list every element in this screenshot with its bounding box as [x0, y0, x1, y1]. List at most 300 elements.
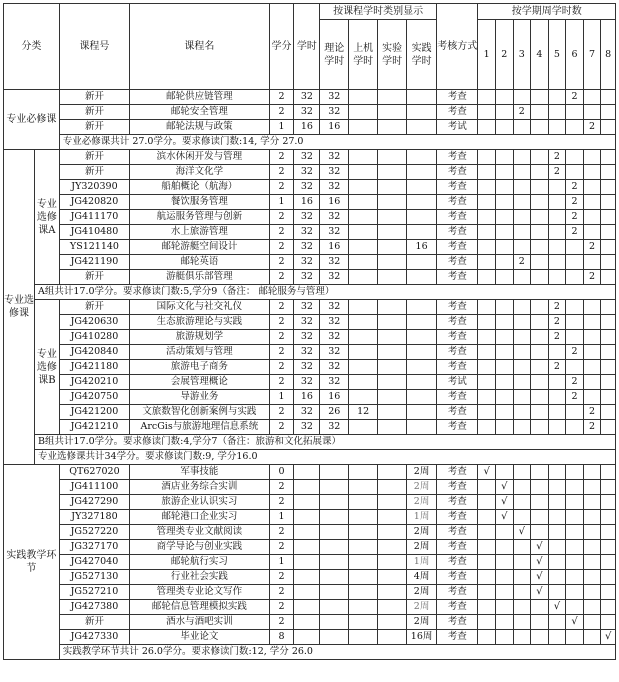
course-experiment	[378, 255, 407, 270]
course-practice: 1周	[407, 555, 437, 570]
semester-3-cell	[513, 585, 531, 600]
semester-1-cell	[478, 300, 496, 315]
semester-3-cell: 2	[513, 255, 531, 270]
header-semester-1: 1	[478, 20, 496, 90]
course-credit: 1	[269, 555, 294, 570]
semester-3-cell	[513, 210, 531, 225]
course-theory: 32	[320, 330, 349, 345]
section-label: 实践教学环节	[4, 465, 60, 660]
course-credit: 2	[269, 540, 294, 555]
semester-7-cell: 2	[583, 405, 601, 420]
course-computer	[349, 165, 378, 180]
semester-7-cell	[583, 165, 601, 180]
course-credit: 1	[269, 195, 294, 210]
semester-4-cell	[531, 510, 549, 525]
course-experiment	[378, 300, 407, 315]
semester-2-cell	[495, 270, 513, 285]
table-row	[4, 630, 616, 645]
semester-1-cell	[478, 315, 496, 330]
table-row	[4, 90, 616, 105]
semester-4-cell	[531, 420, 549, 435]
semester-2-cell	[495, 585, 513, 600]
course-practice: 2周	[407, 495, 437, 510]
semester-6-cell	[566, 600, 584, 615]
course-computer	[349, 150, 378, 165]
course-exam: 考查	[437, 600, 478, 615]
course-theory: 32	[320, 105, 349, 120]
semester-7-cell	[583, 255, 601, 270]
semester-8-cell	[601, 570, 616, 585]
course-practice	[407, 180, 437, 195]
course-hours: 32	[294, 345, 320, 360]
semester-7-cell	[583, 315, 601, 330]
course-theory: 16	[320, 195, 349, 210]
course-name: 餐饮服务管理	[130, 195, 270, 210]
semester-2-cell	[495, 555, 513, 570]
course-practice	[407, 195, 437, 210]
course-theory	[320, 525, 349, 540]
course-computer	[349, 555, 378, 570]
header-weekly-hours: 按学期周学时数	[478, 4, 616, 20]
semester-7-cell: 2	[583, 120, 601, 135]
semester-4-cell	[531, 195, 549, 210]
semester-6-cell	[566, 630, 584, 645]
course-code: 新开	[59, 105, 129, 120]
table-row	[4, 120, 616, 135]
course-hours: 16	[294, 195, 320, 210]
semester-8-cell	[601, 375, 616, 390]
semester-8-cell	[601, 525, 616, 540]
semester-3-cell: 2	[513, 105, 531, 120]
course-exam: 考查	[437, 240, 478, 255]
semester-1-cell	[478, 270, 496, 285]
course-computer	[349, 420, 378, 435]
summary-row	[4, 135, 616, 150]
semester-1-cell	[478, 615, 496, 630]
course-name: 滨水休闲开发与管理	[130, 150, 270, 165]
semester-6-cell	[566, 420, 584, 435]
table-row	[4, 615, 616, 630]
semester-2-cell	[495, 525, 513, 540]
section-summary: 实践教学环节共计 26.0学分。要求修读门数:12, 学分 26.0	[59, 645, 615, 660]
course-computer	[349, 105, 378, 120]
semester-2-cell	[495, 210, 513, 225]
course-code: 新开	[59, 90, 129, 105]
semester-6-cell: 2	[566, 225, 584, 240]
group-label: 专业选修课B	[35, 300, 60, 435]
course-exam: 考查	[437, 495, 478, 510]
course-name: 酒水与酒吧实训	[130, 615, 270, 630]
course-computer	[349, 585, 378, 600]
course-exam: 考查	[437, 90, 478, 105]
semester-2-cell	[495, 300, 513, 315]
semester-4-cell	[531, 105, 549, 120]
semester-4-cell	[531, 330, 549, 345]
course-practice	[407, 120, 437, 135]
course-computer	[349, 630, 378, 645]
semester-1-cell	[478, 225, 496, 240]
semester-4-cell	[531, 495, 549, 510]
course-hours: 32	[294, 225, 320, 240]
semester-4-cell	[531, 465, 549, 480]
course-theory: 26	[320, 405, 349, 420]
course-theory: 32	[320, 315, 349, 330]
course-code: JY320390	[59, 180, 129, 195]
table-row	[4, 225, 616, 240]
table-row	[4, 240, 616, 255]
course-hours	[294, 570, 320, 585]
course-hours	[294, 525, 320, 540]
table-row	[4, 525, 616, 540]
course-theory: 16	[320, 240, 349, 255]
course-experiment	[378, 210, 407, 225]
course-name: 海洋文化学	[130, 165, 270, 180]
semester-6-cell	[566, 540, 584, 555]
course-hours: 32	[294, 240, 320, 255]
semester-5-cell	[548, 570, 566, 585]
course-credit: 2	[269, 90, 294, 105]
semester-4-cell	[531, 300, 549, 315]
semester-3-cell	[513, 180, 531, 195]
course-exam: 考查	[437, 630, 478, 645]
course-hours: 32	[294, 165, 320, 180]
header-theory: 理论学时	[320, 20, 349, 90]
course-hours	[294, 555, 320, 570]
table-row	[4, 105, 616, 120]
course-hours	[294, 600, 320, 615]
table-row	[4, 585, 616, 600]
course-code: JG421190	[59, 255, 129, 270]
course-name: 商学导论与创业实践	[130, 540, 270, 555]
course-credit: 2	[269, 360, 294, 375]
course-exam: 考查	[437, 330, 478, 345]
semester-6-cell	[566, 510, 584, 525]
semester-2-cell	[495, 360, 513, 375]
section-summary: 专业选修课共计34学分。要求修读门数:9, 学分16.0	[35, 450, 616, 465]
course-practice	[407, 360, 437, 375]
course-credit: 2	[269, 570, 294, 585]
semester-5-cell: 2	[548, 300, 566, 315]
course-hours: 32	[294, 180, 320, 195]
header-experiment: 实验学时	[378, 20, 407, 90]
course-practice	[407, 300, 437, 315]
course-hours: 32	[294, 420, 320, 435]
semester-5-cell	[548, 120, 566, 135]
semester-8-cell	[601, 555, 616, 570]
semester-3-cell	[513, 495, 531, 510]
course-hours	[294, 510, 320, 525]
semester-1-cell	[478, 150, 496, 165]
course-exam: 考查	[437, 465, 478, 480]
semester-7-cell	[583, 375, 601, 390]
semester-1-cell	[478, 525, 496, 540]
semester-4-cell	[531, 360, 549, 375]
semester-3-cell	[513, 540, 531, 555]
table-row	[4, 165, 616, 180]
semester-6-cell	[566, 570, 584, 585]
course-exam: 考查	[437, 195, 478, 210]
semester-7-cell	[583, 390, 601, 405]
semester-8-cell	[601, 390, 616, 405]
course-computer	[349, 600, 378, 615]
semester-1-cell	[478, 630, 496, 645]
course-hours: 16	[294, 390, 320, 405]
semester-3-cell	[513, 615, 531, 630]
course-experiment	[378, 405, 407, 420]
course-name: 邮轮航行实习	[130, 555, 270, 570]
semester-8-cell	[601, 585, 616, 600]
semester-8-cell	[601, 405, 616, 420]
course-code: JG427290	[59, 495, 129, 510]
semester-8-cell	[601, 510, 616, 525]
semester-8-cell	[601, 465, 616, 480]
course-hours: 32	[294, 210, 320, 225]
course-name: 会展管理概论	[130, 375, 270, 390]
semester-5-cell: 2	[548, 150, 566, 165]
course-exam: 考查	[437, 510, 478, 525]
semester-8-cell	[601, 270, 616, 285]
semester-1-cell	[478, 510, 496, 525]
semester-3-cell	[513, 555, 531, 570]
header-exam-method: 考核方式	[437, 4, 478, 90]
course-exam: 考查	[437, 540, 478, 555]
course-practice	[407, 390, 437, 405]
semester-3-cell	[513, 510, 531, 525]
course-credit: 0	[269, 465, 294, 480]
course-code: 新开	[59, 165, 129, 180]
course-name: 军事技能	[130, 465, 270, 480]
semester-2-cell	[495, 465, 513, 480]
semester-1-cell	[478, 180, 496, 195]
course-practice	[407, 210, 437, 225]
semester-1-cell	[478, 585, 496, 600]
semester-2-cell	[495, 120, 513, 135]
course-code: JG410480	[59, 225, 129, 240]
course-computer	[349, 255, 378, 270]
course-theory: 32	[320, 255, 349, 270]
semester-8-cell	[601, 330, 616, 345]
semester-7-cell	[583, 525, 601, 540]
course-theory: 32	[320, 150, 349, 165]
course-code: 新开	[59, 150, 129, 165]
semester-3-cell	[513, 120, 531, 135]
semester-7-cell	[583, 600, 601, 615]
course-practice	[407, 345, 437, 360]
course-computer: 12	[349, 405, 378, 420]
course-computer	[349, 480, 378, 495]
semester-2-cell	[495, 240, 513, 255]
semester-7-cell	[583, 150, 601, 165]
course-theory: 32	[320, 210, 349, 225]
semester-5-cell	[548, 630, 566, 645]
course-code: JG527210	[59, 585, 129, 600]
table-row	[4, 480, 616, 495]
course-experiment	[378, 585, 407, 600]
course-credit: 2	[269, 495, 294, 510]
semester-6-cell	[566, 150, 584, 165]
semester-5-cell	[548, 405, 566, 420]
course-name: 旅游规划学	[130, 330, 270, 345]
semester-8-cell	[601, 600, 616, 615]
course-code: 新开	[59, 120, 129, 135]
semester-6-cell: 2	[566, 210, 584, 225]
course-code: 新开	[59, 270, 129, 285]
course-exam: 考查	[437, 225, 478, 240]
header-category: 分类	[4, 4, 60, 90]
semester-7-cell	[583, 345, 601, 360]
course-exam: 考查	[437, 420, 478, 435]
course-code: JG527130	[59, 570, 129, 585]
summary-row	[4, 285, 616, 300]
course-experiment	[378, 315, 407, 330]
table-row	[4, 570, 616, 585]
semester-2-cell	[495, 345, 513, 360]
course-code: JG420210	[59, 375, 129, 390]
semester-4-cell	[531, 240, 549, 255]
course-exam: 考查	[437, 570, 478, 585]
semester-4-cell	[531, 525, 549, 540]
course-name: 邮轮供应链管理	[130, 90, 270, 105]
course-name: 管理类专业文献阅读	[130, 525, 270, 540]
semester-5-cell	[548, 90, 566, 105]
semester-7-cell	[583, 105, 601, 120]
course-code: JG427330	[59, 630, 129, 645]
course-hours	[294, 465, 320, 480]
course-name: 国际文化与社交礼仪	[130, 300, 270, 315]
course-code: JY327180	[59, 510, 129, 525]
course-name: 文旅数智化创新案例与实践	[130, 405, 270, 420]
semester-1-cell	[478, 165, 496, 180]
semester-2-cell	[495, 180, 513, 195]
course-exam: 考试	[437, 120, 478, 135]
course-theory: 32	[320, 90, 349, 105]
course-practice	[407, 165, 437, 180]
course-exam: 考查	[437, 390, 478, 405]
course-name: 航运服务管理与创新	[130, 210, 270, 225]
course-credit: 2	[269, 225, 294, 240]
table-row	[4, 255, 616, 270]
semester-4-cell	[531, 255, 549, 270]
semester-4-cell: √	[531, 570, 549, 585]
semester-4-cell	[531, 180, 549, 195]
course-hours: 16	[294, 120, 320, 135]
course-credit: 2	[269, 600, 294, 615]
semester-5-cell	[548, 195, 566, 210]
table-row	[4, 540, 616, 555]
course-theory: 32	[320, 180, 349, 195]
course-exam: 考查	[437, 345, 478, 360]
semester-6-cell	[566, 495, 584, 510]
course-experiment	[378, 330, 407, 345]
semester-6-cell	[566, 555, 584, 570]
course-hours	[294, 480, 320, 495]
semester-5-cell	[548, 480, 566, 495]
course-theory: 32	[320, 360, 349, 375]
course-hours	[294, 495, 320, 510]
course-exam: 考查	[437, 180, 478, 195]
course-exam: 考查	[437, 255, 478, 270]
semester-3-cell	[513, 90, 531, 105]
semester-2-cell	[495, 330, 513, 345]
course-name: 邮轮安全管理	[130, 105, 270, 120]
header-computer: 上机学时	[349, 20, 378, 90]
course-credit: 2	[269, 270, 294, 285]
semester-5-cell	[548, 180, 566, 195]
semester-6-cell	[566, 120, 584, 135]
semester-6-cell	[566, 240, 584, 255]
course-experiment	[378, 495, 407, 510]
semester-4-cell	[531, 165, 549, 180]
course-theory: 32	[320, 270, 349, 285]
course-name: 旅游电子商务	[130, 360, 270, 375]
table-row	[4, 495, 616, 510]
semester-5-cell	[548, 390, 566, 405]
semester-3-cell	[513, 225, 531, 240]
semester-4-cell	[531, 270, 549, 285]
semester-1-cell	[478, 105, 496, 120]
semester-4-cell	[531, 315, 549, 330]
course-exam: 考查	[437, 150, 478, 165]
semester-6-cell: 2	[566, 375, 584, 390]
table-row	[4, 195, 616, 210]
course-experiment	[378, 165, 407, 180]
course-hours	[294, 630, 320, 645]
course-code: JG420840	[59, 345, 129, 360]
course-code: JG411170	[59, 210, 129, 225]
semester-2-cell	[495, 375, 513, 390]
semester-1-cell	[478, 555, 496, 570]
course-practice: 2周	[407, 600, 437, 615]
summary-row	[4, 435, 616, 450]
course-theory: 32	[320, 375, 349, 390]
semester-5-cell: 2	[548, 315, 566, 330]
semester-6-cell	[566, 165, 584, 180]
semester-2-cell	[495, 225, 513, 240]
group-summary: B组共计17.0学分。要求修读门数:4,学分7（备注：旅游和文化拓展课）	[35, 435, 616, 450]
course-theory	[320, 495, 349, 510]
course-name: 邮轮港口企业实习	[130, 510, 270, 525]
course-name: ArcGis与旅游地理信息系统	[130, 420, 270, 435]
semester-8-cell	[601, 105, 616, 120]
course-practice: 2周	[407, 465, 437, 480]
semester-5-cell	[548, 495, 566, 510]
course-credit: 2	[269, 585, 294, 600]
course-name: 行业社会实践	[130, 570, 270, 585]
course-hours: 32	[294, 375, 320, 390]
summary-row	[4, 450, 616, 465]
semester-8-cell	[601, 165, 616, 180]
semester-4-cell	[531, 210, 549, 225]
course-credit: 2	[269, 240, 294, 255]
header-semester-7: 7	[583, 20, 601, 90]
semester-5-cell	[548, 615, 566, 630]
table-row	[4, 300, 616, 315]
semester-2-cell	[495, 540, 513, 555]
semester-7-cell	[583, 615, 601, 630]
semester-8-cell	[601, 90, 616, 105]
semester-3-cell	[513, 570, 531, 585]
semester-4-cell	[531, 375, 549, 390]
course-name: 邮轮信息管理模拟实践	[130, 600, 270, 615]
course-computer	[349, 180, 378, 195]
course-code: JG411100	[59, 480, 129, 495]
course-exam: 考查	[437, 270, 478, 285]
course-experiment	[378, 105, 407, 120]
semester-8-cell	[601, 255, 616, 270]
semester-6-cell: 2	[566, 180, 584, 195]
course-exam: 考查	[437, 480, 478, 495]
semester-4-cell	[531, 615, 549, 630]
